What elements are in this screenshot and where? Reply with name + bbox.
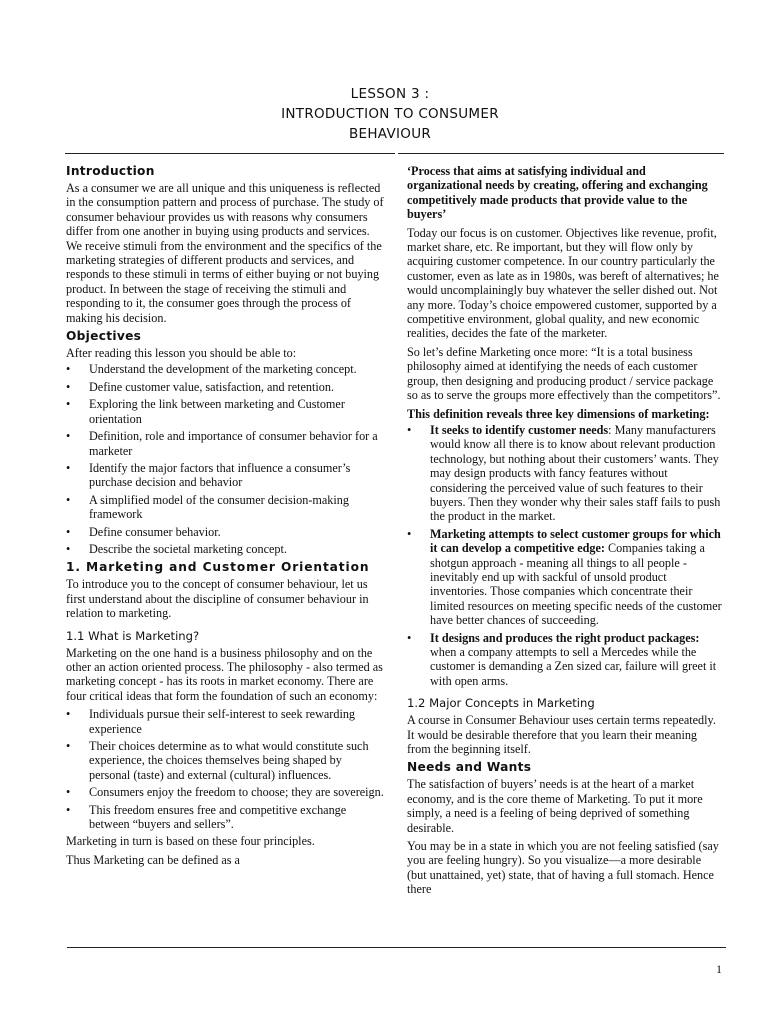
list-item: • Understand the development of the marketing concept. [66, 362, 357, 377]
left-column [66, 164, 384, 871]
bullet-icon: • [407, 630, 412, 645]
list-item: • Marketing attempts to select customer groups for which it can develop a competitive edge: Companies taking a shotgun approach - meaning all things to all people - inevitably end up with sackful of unsold product inventories. Those companies which concentrate their limited resources on meeting specific needs of the customer have better chances of succeeding. [407, 526, 722, 628]
objectives-intro: After reading this lesson you should be able to: [66, 346, 297, 361]
marketing-definition-quote: ‘Process that aims at satisfying individual and organizational needs by creating, offering and exchanging competitively made products that provide value to the buyers’ [407, 164, 708, 222]
list-item: • It designs and produces the right product packages: when a company attempts to sell a Mercedes while the customer is demanding a Zen sized car, failure will greet it with open arms. [407, 630, 717, 688]
bullet-icon: • [407, 422, 412, 437]
bullet-icon: • [66, 460, 71, 475]
ideas-list [66, 707, 384, 831]
marketing-redefinition-paragraph: So let’s define Marketing once more: “It is a total business philosophy aimed at identifying the needs of each customer group, then designing and producing product / service package so as to serve the groups more effectively than the competitors”. [407, 344, 721, 403]
bullet-icon: • [66, 739, 71, 753]
list-item: • A simplified model of the consumer decision-making framework [66, 492, 349, 522]
list-item: • Define customer value, satisfaction, and retention. [66, 379, 335, 394]
title-line-3: BEHAVIOUR [348, 126, 432, 142]
needs-text-2: You may be in a state in which you are not feeling satisfied (say you are feeling hungry). So you visualize—a more desirable (but unattained, yet) state, that of having a full stomach. Hence there [407, 839, 719, 897]
list-item: • Individuals pursue their self-interest to seek rewarding experience [66, 707, 356, 736]
title-line-1: LESSON 3 : [350, 86, 430, 102]
section-1-1-text: Marketing on the one hand is a business philosophy and on the other an action oriented process. The philosophy - also termed as marketing concept - has its roots in market economy. There are four critical ideas that form the foundation of such an economy: [66, 645, 383, 703]
right-column [407, 164, 723, 901]
bullet-icon: • [66, 707, 71, 722]
list-item: • Their choices determine as to what would constitute such experience, the choices themselves being shaped by personal (taste) and external (cultural) influences. [66, 739, 369, 782]
list-item: • Define consumer behavior. [66, 524, 221, 539]
bullet-icon: • [66, 785, 71, 800]
closing-text-2: Thus Marketing can be defined as a [66, 852, 240, 867]
bullet-icon: • [66, 802, 71, 817]
lesson-title [0, 84, 768, 144]
list-item: • Exploring the link between marketing and Customer orientation [66, 397, 345, 426]
section-1-1-heading: 1.1 What is Marketing? [66, 628, 200, 643]
list-item: • Describe the societal marketing concept. [66, 541, 287, 556]
needs-text: The satisfaction of buyers’ needs is at the heart of a market economy, and is the core theme of Marketing. To put it more simply, a need is a feeling of being deprived of something desirable. [407, 777, 703, 835]
objectives-list [66, 362, 384, 556]
bullet-icon: • [66, 429, 71, 444]
section-1-heading: 1. Marketing and Customer Orientation [66, 560, 370, 575]
introduction-text: As a consumer we are all unique and this uniqueness is reflected in the consumption pattern and process of purchase. The study of consumer behaviour provides us with reasons why consumers differ from one another in buying using products and services. We receive stimuli from the environment and the specifics of the marketing strategies of different products and services, and responds to these stimuli in terms of either buying or not buying product. In between the stage of receiving the stimuli and responding to it, the consumer goes through the process of making his decision. [66, 181, 384, 325]
header-rule-right [398, 153, 724, 154]
dimensions-list [407, 423, 723, 688]
bullet-icon: • [66, 362, 71, 377]
list-item: • Identify the major factors that influence a consumer’s purchase decision and behavior [66, 460, 351, 490]
list-item: • Consumers enjoy the freedom to choose; they are sovereign. [66, 785, 384, 800]
page-number: 1 [716, 962, 722, 976]
bullet-icon: • [407, 526, 412, 541]
list-item: • Definition, role and importance of consumer behavior for a marketer [66, 429, 378, 458]
needs-wants-heading: Needs and Wants [407, 760, 532, 775]
footer-rule [67, 947, 726, 948]
list-item: • It seeks to identify customer needs: Many manufacturers would know all there is to know about relevant production technology, but nothing about their customers’ wants. They may design products with fancy features without considering the perceived value of such features to their buyers. Then they wonder why their sales staff fails to push the product in the market. [407, 422, 721, 524]
header-rule-left [65, 153, 395, 154]
introduction-heading: Introduction [66, 164, 155, 178]
objectives-heading: Objectives [66, 329, 142, 344]
bullet-icon: • [66, 492, 71, 507]
bullet-icon: • [66, 379, 71, 394]
customer-focus-paragraph: Today our focus is on customer. Objectives like revenue, profit, market share, etc. Re important, but they will flow only by acquiring customer competence. In our country particularly the customer, even as late as in 1980s, was bereft of alternatives; he would uncomplainingly buy whatever the seller dished out. Not any more. Today’s choice empowered customer, supported by a competitive environment, global quality, and new economic realities, decides the fate of the marketer. [407, 225, 719, 341]
title-line-2: INTRODUCTION TO CONSUMER [281, 106, 499, 122]
section-1-text: To introduce you to the concept of consumer behaviour, let us first understand about the discipline of consumer behaviour in relation to marketing. [66, 577, 369, 621]
bullet-icon: • [66, 524, 71, 539]
bullet-icon: • [66, 541, 71, 556]
dimensions-heading: This definition reveals three key dimensions of marketing: [407, 406, 710, 421]
list-item: • This freedom ensures free and competitive exchange between “buyers and sellers”. [66, 802, 347, 832]
section-1-2-text: A course in Consumer Behaviour uses certain terms repeatedly. It would be desirable therefore that you learn their meaning from the beginning itself. [407, 713, 716, 757]
bullet-icon: • [66, 397, 71, 412]
closing-text-1: Marketing in turn is based on these four principles. [66, 834, 315, 849]
section-1-2-heading: 1.2 Major Concepts in Marketing [407, 696, 595, 711]
